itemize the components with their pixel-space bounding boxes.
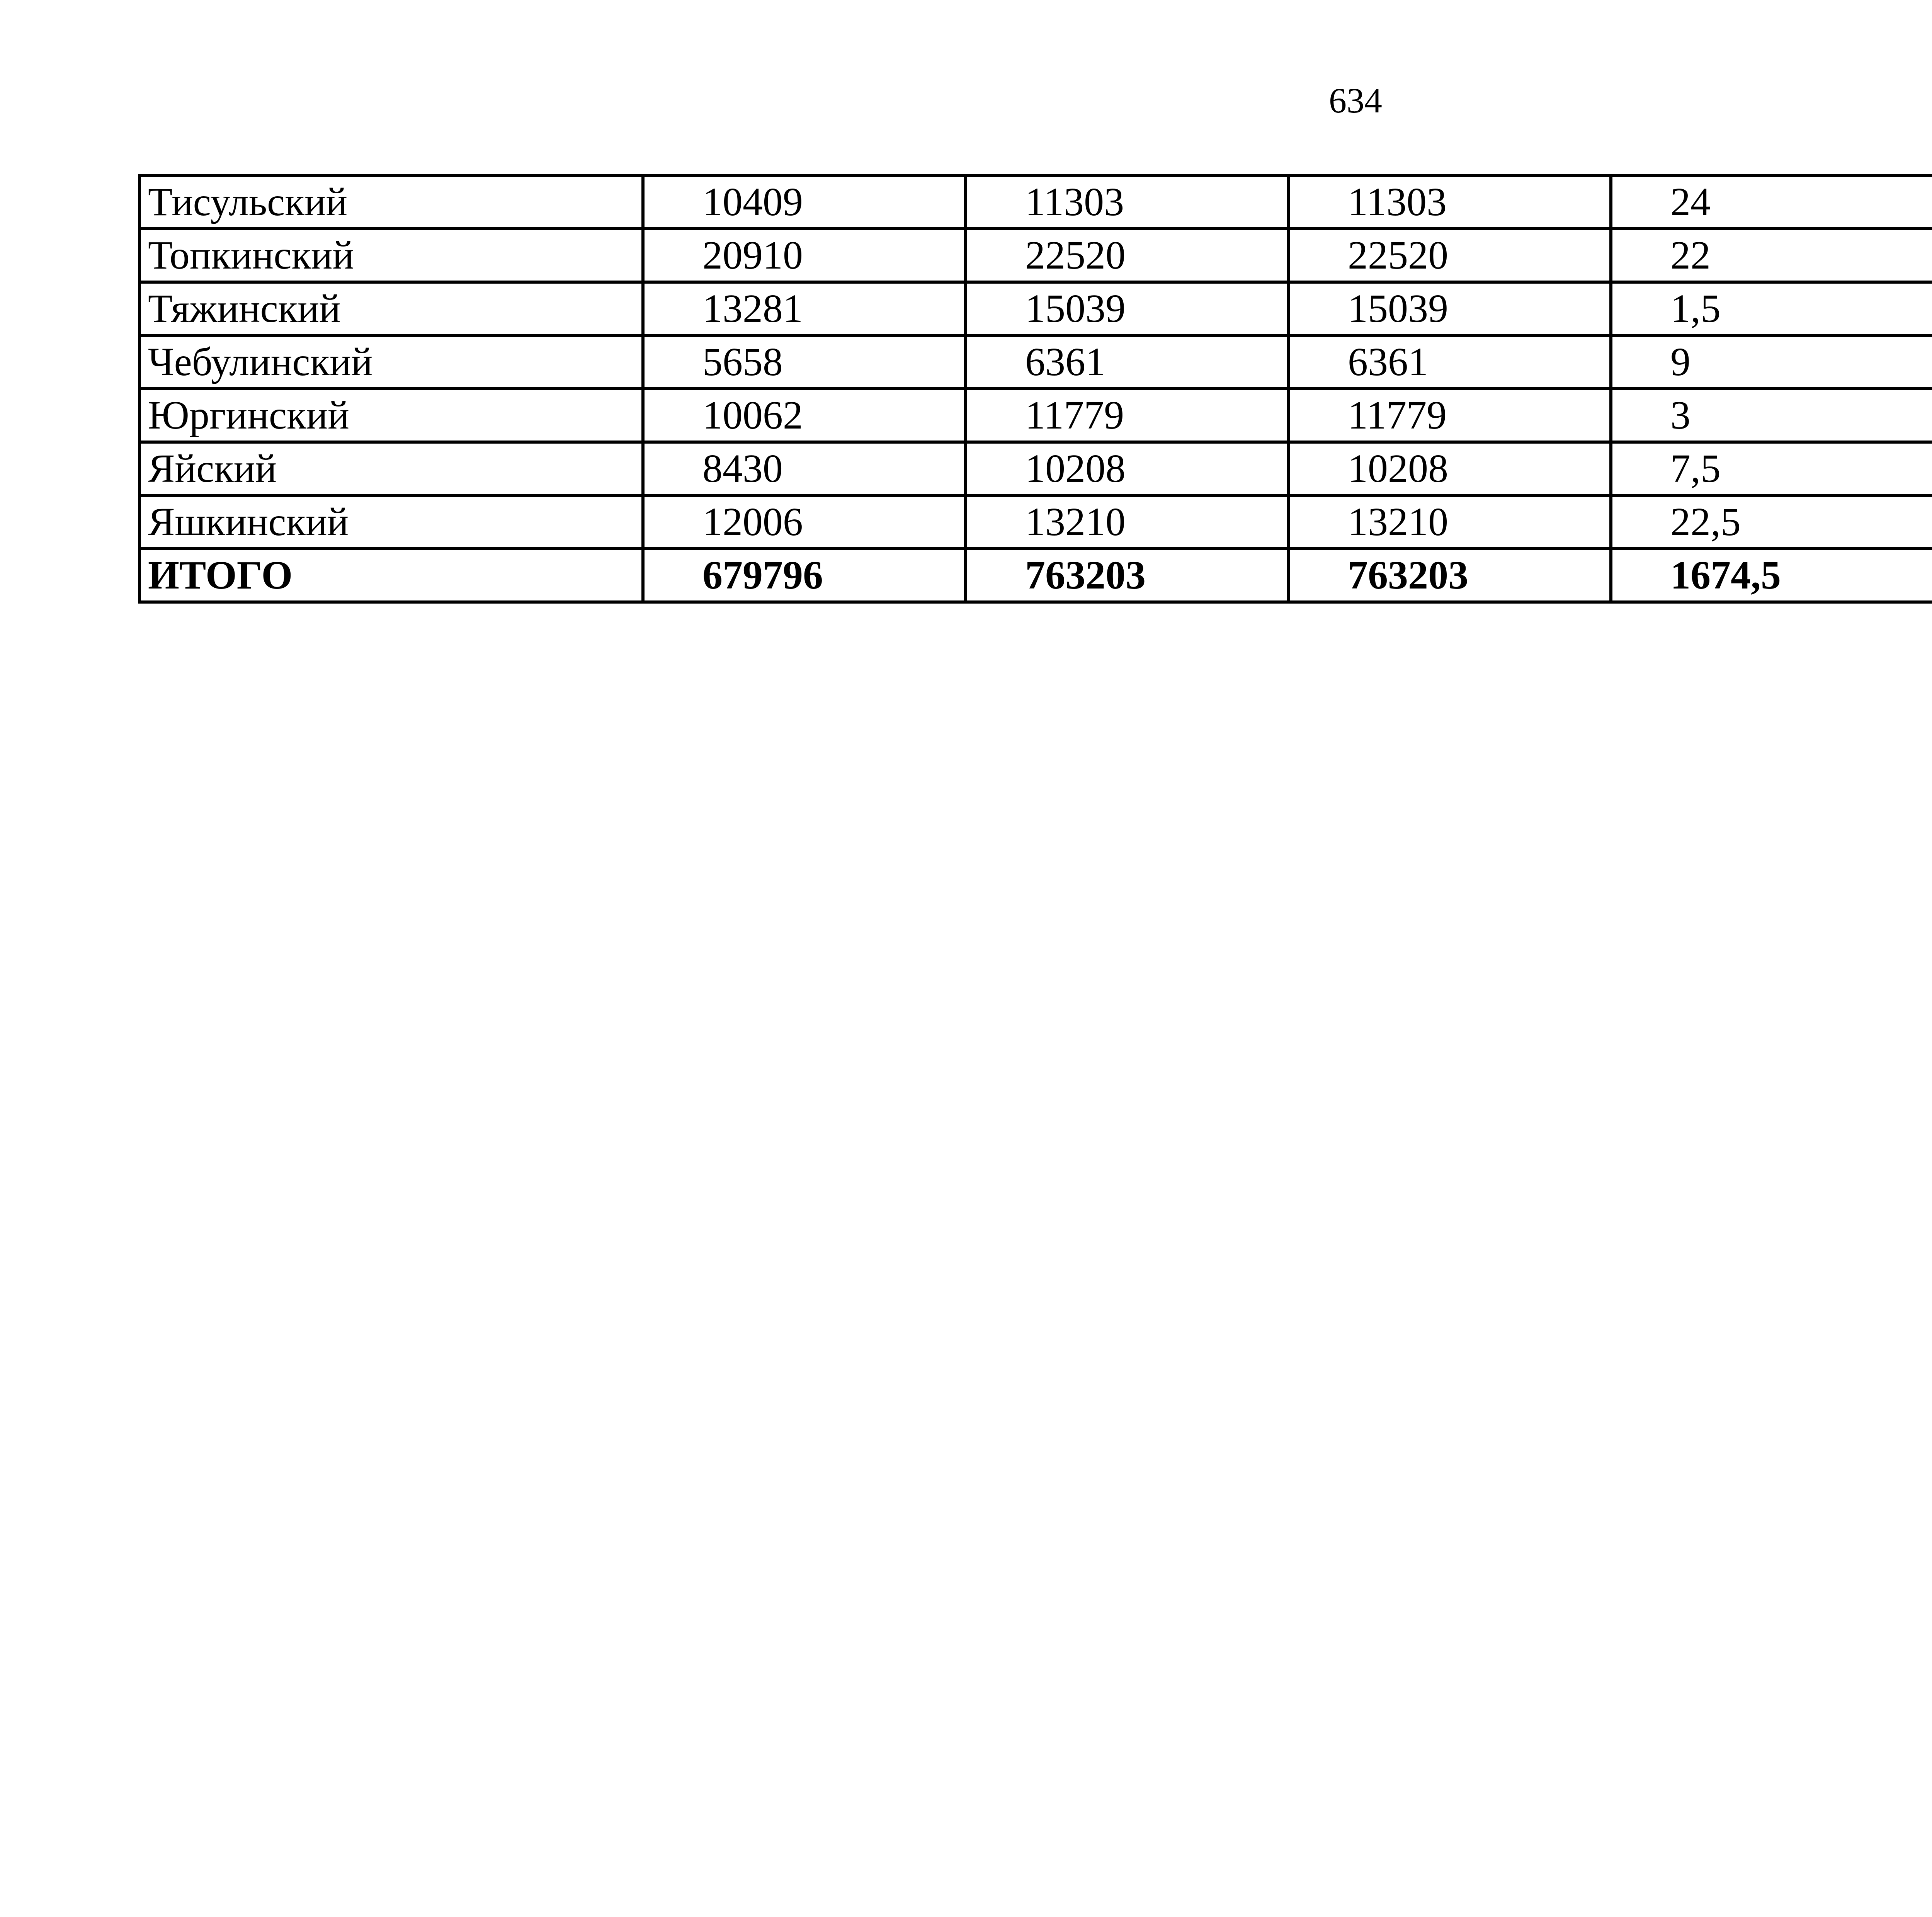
- table-cell: 22520: [966, 229, 1288, 282]
- table-cell: 11779: [1288, 389, 1611, 442]
- table-cell: 8430: [643, 442, 966, 495]
- table-cell: 10208: [966, 442, 1288, 495]
- table-cell: 3: [1611, 389, 1932, 442]
- table-cell: 10409: [643, 175, 966, 229]
- row-name: Тяжинский: [139, 282, 643, 335]
- table-cell: 12006: [643, 495, 966, 549]
- table-row: [139, 175, 1932, 229]
- table-row: [139, 389, 1932, 442]
- total-cell: 763203: [966, 549, 1288, 602]
- total-cell: 679796: [643, 549, 966, 602]
- table-cell: 13210: [966, 495, 1288, 549]
- table-cell: 22520: [1288, 229, 1611, 282]
- table-cell: 22,5: [1611, 495, 1932, 549]
- row-name: Тисульский: [139, 175, 643, 229]
- table-row: [139, 335, 1932, 389]
- table-cell: 5658: [643, 335, 966, 389]
- table-cell: 24: [1611, 175, 1932, 229]
- total-row: [139, 549, 1932, 602]
- table-cell: 22: [1611, 229, 1932, 282]
- row-name: Чебулинский: [139, 335, 643, 389]
- table-cell: 6361: [966, 335, 1288, 389]
- row-name: Яшкинский: [139, 495, 643, 549]
- row-name: Топкинский: [139, 229, 643, 282]
- table-row: [139, 495, 1932, 549]
- data-table: [138, 174, 1932, 604]
- row-name: Юргинский: [139, 389, 643, 442]
- table-cell: 6361: [1288, 335, 1611, 389]
- row-name: Яйский: [139, 442, 643, 495]
- table-row: [139, 229, 1932, 282]
- page-number: 634: [1329, 81, 1382, 120]
- table-cell: 20910: [643, 229, 966, 282]
- table-row: [139, 282, 1932, 335]
- total-cell: 763203: [1288, 549, 1611, 602]
- table-cell: 15039: [1288, 282, 1611, 335]
- table-cell: 13281: [643, 282, 966, 335]
- table-cell: 1,5: [1611, 282, 1932, 335]
- table-cell: 13210: [1288, 495, 1611, 549]
- table-cell: 10062: [643, 389, 966, 442]
- table-cell: 11303: [1288, 175, 1611, 229]
- total-cell: 1674,5: [1611, 549, 1932, 602]
- table-cell: 15039: [966, 282, 1288, 335]
- table-cell: 10208: [1288, 442, 1611, 495]
- table-cell: 11779: [966, 389, 1288, 442]
- table-cell: 9: [1611, 335, 1932, 389]
- table-cell: 7,5: [1611, 442, 1932, 495]
- table-row: [139, 442, 1932, 495]
- total-label: ИТОГО: [139, 549, 643, 602]
- table-cell: 11303: [966, 175, 1288, 229]
